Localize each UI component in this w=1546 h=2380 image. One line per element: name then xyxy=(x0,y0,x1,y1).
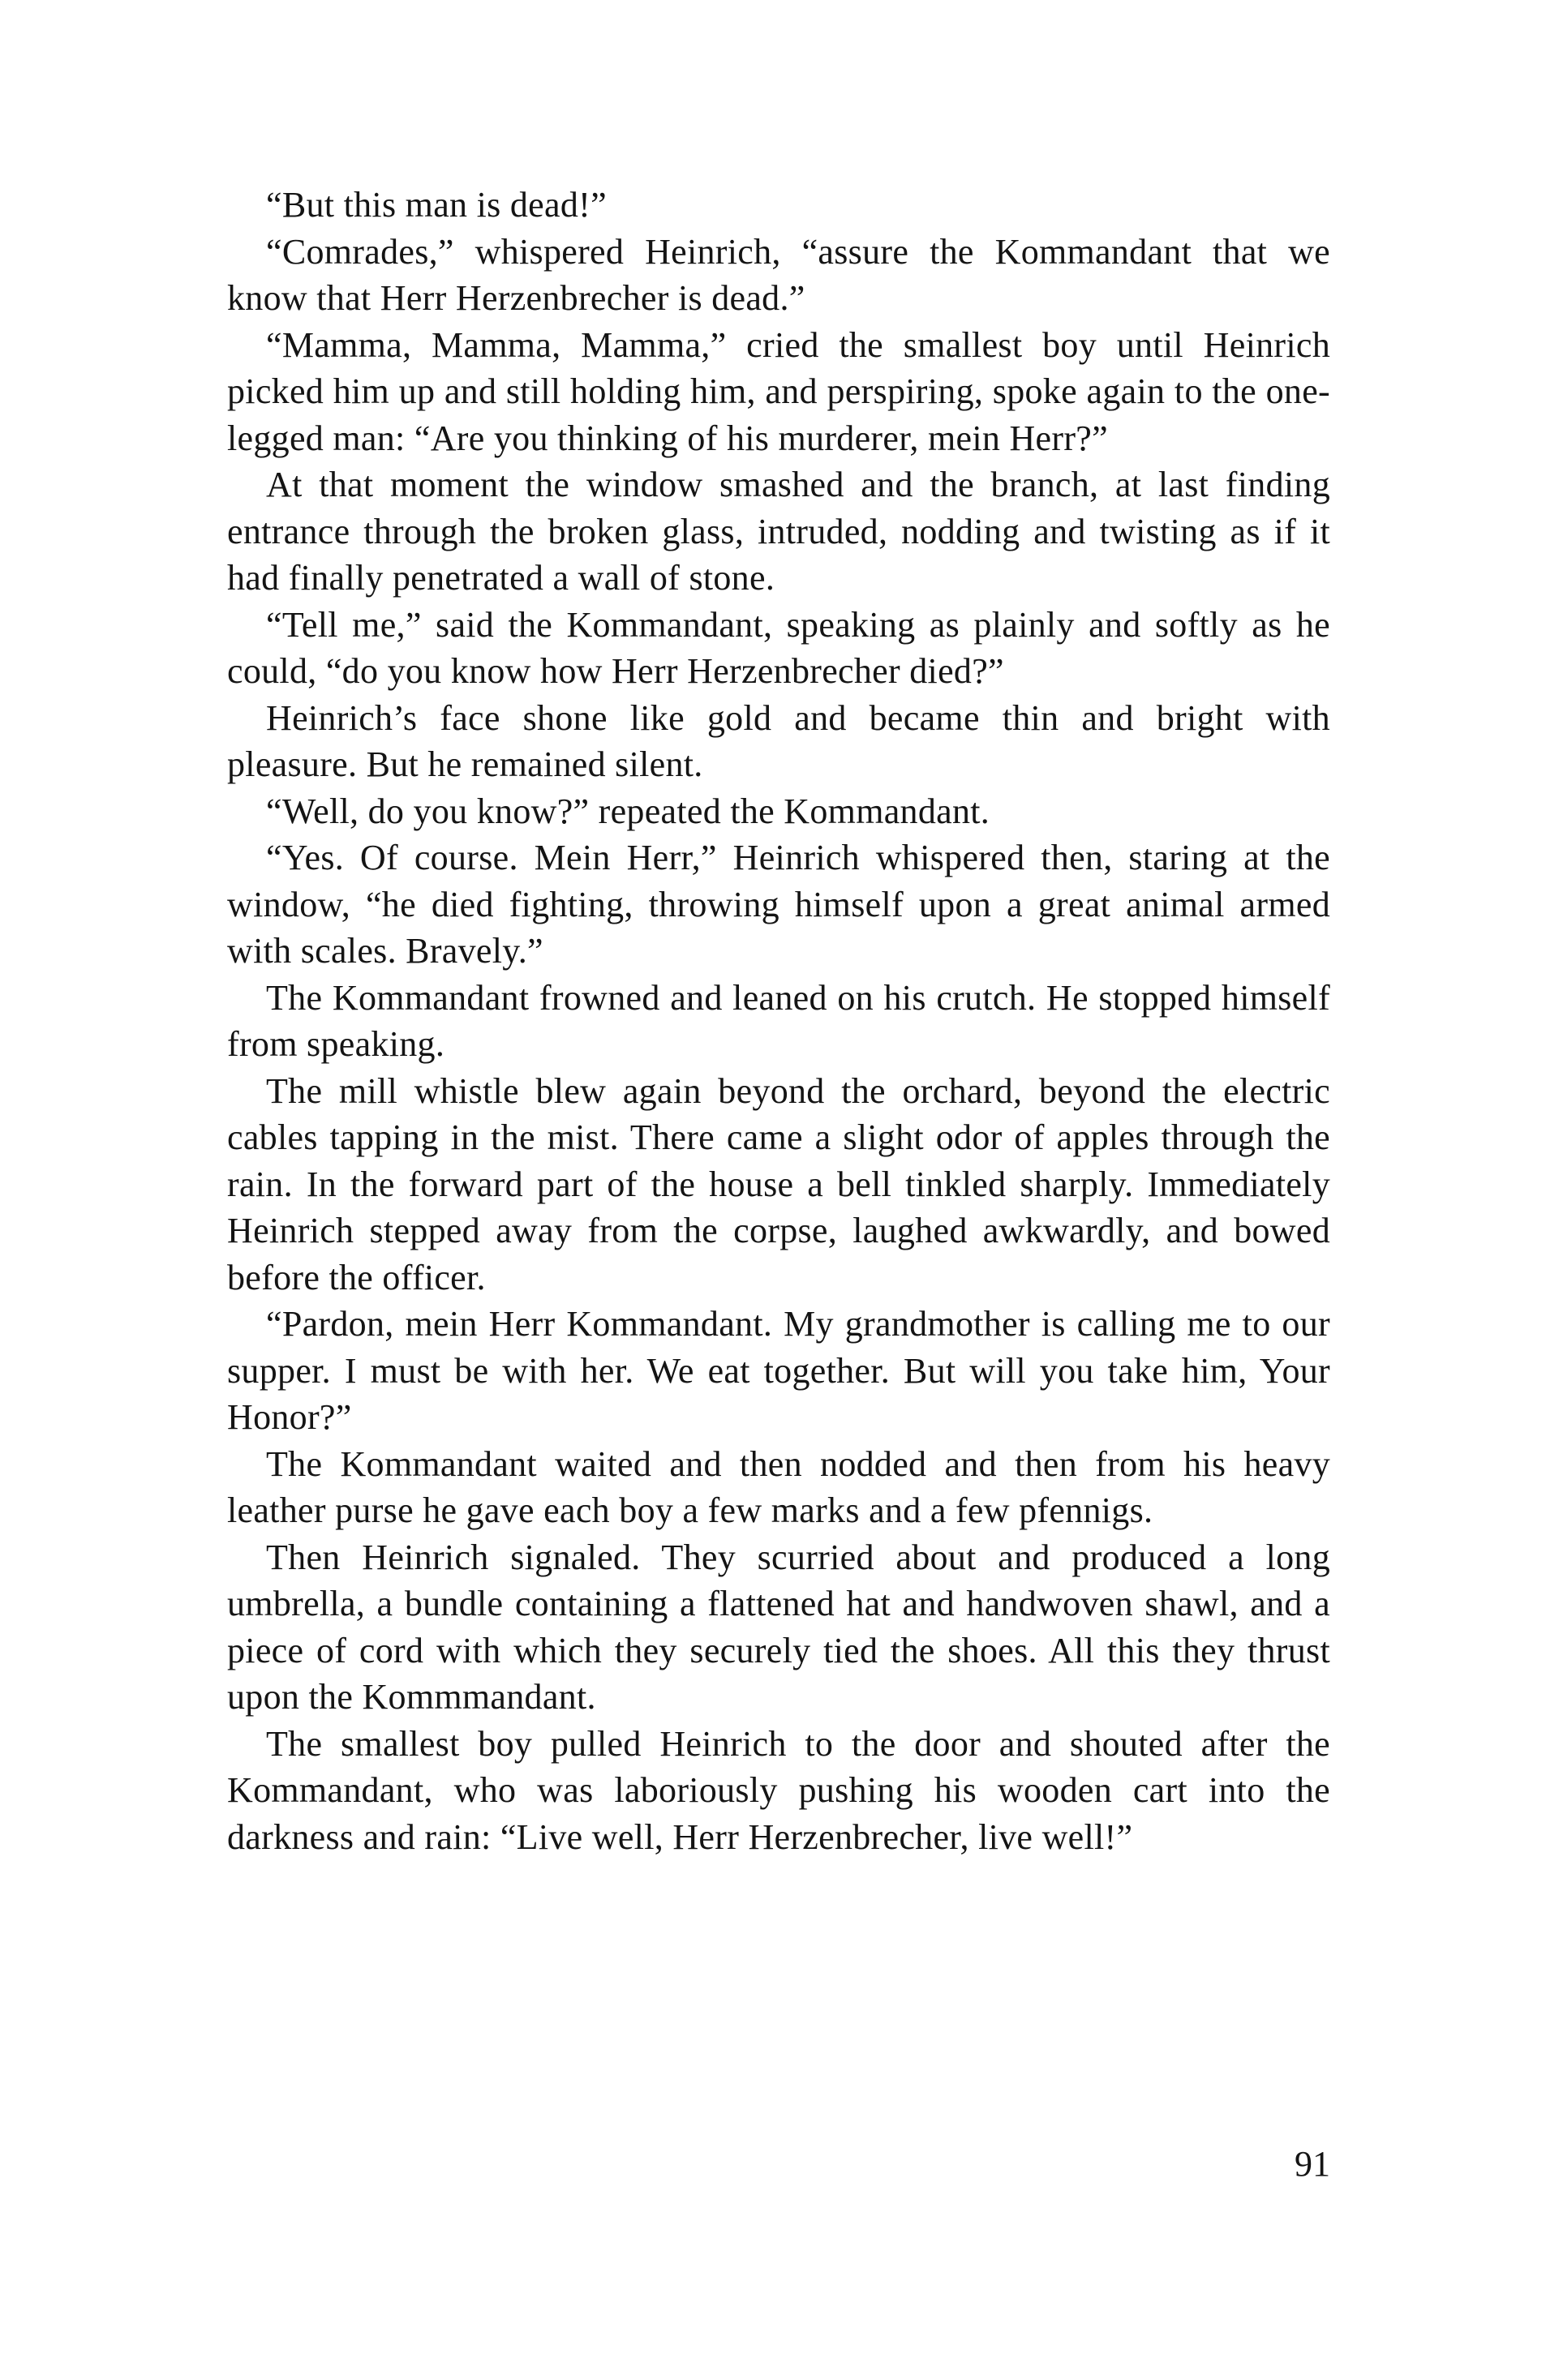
paragraph-2: “Comrades,” whispered Heinrich, “assure the Kommandant that we know that Herr Herzenbrecher is dead.” xyxy=(227,231,1330,318)
paragraph-3: “Mamma, Mamma, Mamma,” cried the smallest boy until Heinrich picked him up and still holding him, and perspiring, spoke again to the one-legged man: “Are you thinking of his murderer, mein Herr?” xyxy=(227,324,1330,458)
paragraph-10: The mill whistle blew again beyond the orchard, beyond the electric cables tapping in the mist. There came a slight odor of apples through the rain. In the forward part of the house a bell tinkled sharply. Immediately Heinrich stepped away from the corpse, laughed awkwardly, and bowed before the officer. xyxy=(227,1070,1330,1297)
paragraph-8: “Yes. Of course. Mein Herr,” Heinrich whispered then, staring at the window, “he died fighting, throwing himself upon a great animal armed with scales. Bravely.” xyxy=(227,838,1330,971)
body-text xyxy=(227,182,1330,1860)
paragraph-1: “But this man is dead!” xyxy=(266,185,607,225)
paragraph-13: Then Heinrich signaled. They scurried about and produced a long umbrella, a bundle containing a flattened hat and handwoven shawl, and a piece of cord with which they securely tied the shoes. All this they thrust upon the Kommmandant. xyxy=(227,1537,1330,1717)
paragraph-6: Heinrich’s face shone like gold and became thin and bright with pleasure. But he remained silent. xyxy=(227,697,1330,784)
page-number: 91 xyxy=(1295,2144,1330,2184)
paragraph-9: The Kommandant frowned and leaned on his crutch. He stopped himself from speaking. xyxy=(227,977,1330,1064)
paragraph-14: The smallest boy pulled Heinrich to the door and shouted after the Kommandant, who was laboriously pushing his wooden cart into the darkness and rain: “Live well, Herr Herzenbrecher, live well!” xyxy=(227,1723,1330,1857)
paragraph-5: “Tell me,” said the Kommandant, speaking as plainly and softly as he could, “do you know how Herr Herzenbrecher died?” xyxy=(227,604,1330,691)
paragraph-11: “Pardon, mein Herr Kommandant. My grandmother is calling me to our supper. I must be with her. We eat together. But will you take him, Your Honor?” xyxy=(227,1304,1330,1437)
paragraph-12: The Kommandant waited and then nodded and then from his heavy leather purse he gave each boy a few marks and a few pfennigs. xyxy=(227,1443,1330,1530)
paragraph-4: At that moment the window smashed and the branch, at last finding entrance through the broken glass, intruded, nodding and twisting as if it had finally penetrated a wall of stone. xyxy=(227,465,1330,598)
paragraph-7: “Well, do you know?” repeated the Kommandant. xyxy=(266,791,990,831)
